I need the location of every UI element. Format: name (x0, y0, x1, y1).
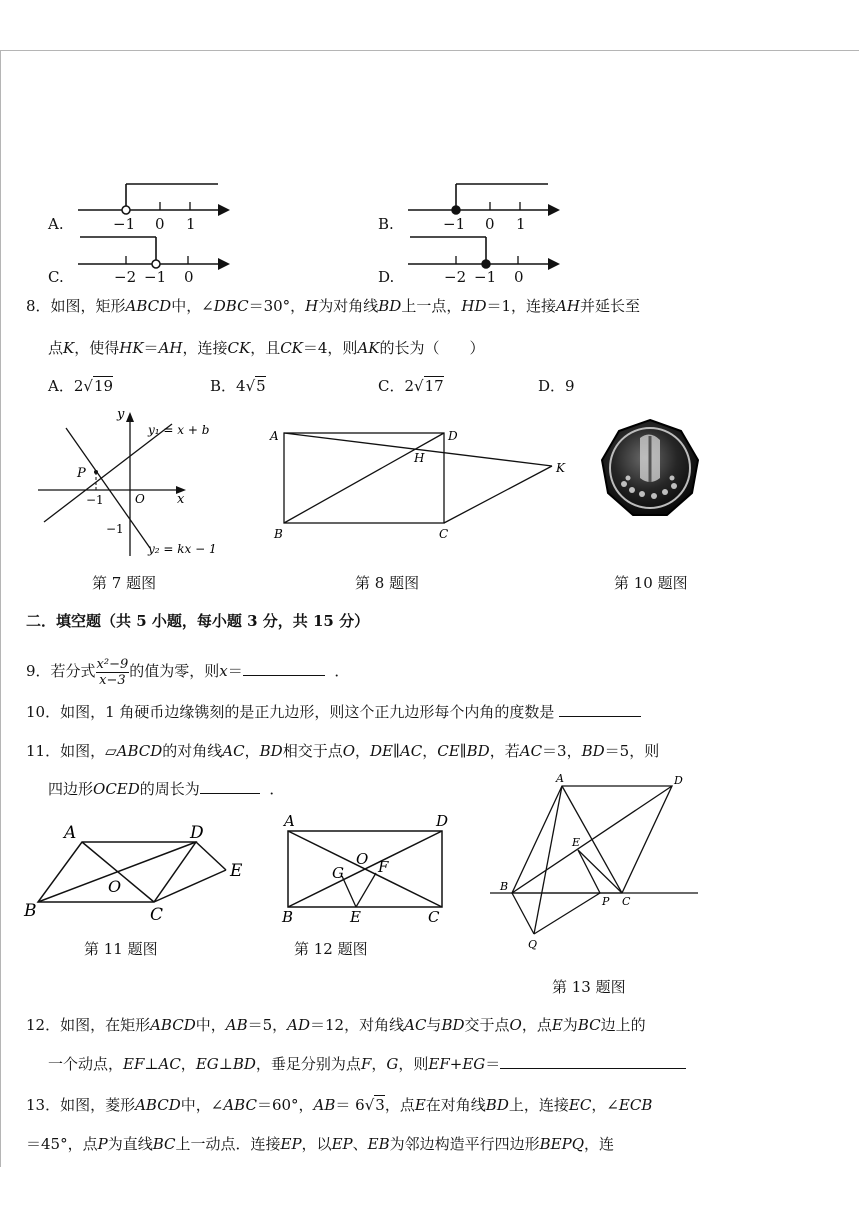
tick-label: −2 (114, 268, 137, 286)
fig8-k: K (556, 461, 565, 475)
fig13-b: B (500, 880, 509, 893)
tick-label: −2 (444, 268, 467, 286)
fig13-c: C (622, 895, 631, 908)
fig7-y-label: y (117, 407, 125, 422)
question-11-line-2: 四边形OCED的周长为 ． (48, 780, 285, 798)
question-8-line-1: 8．如图，矩形ABCD中，∠DBC＝30°，H为对角线BD上一点，HD＝1，连接AH并延长至 (26, 297, 640, 315)
question-8-line-2: 点K，使得HK＝AH，连接CK，且CK＝4，则AK的长为（ ） (48, 339, 485, 357)
fig11-caption: 第 11 题图 (84, 940, 158, 958)
fig7-line2-label: y₂ = kx − 1 (148, 542, 217, 556)
fig12-e: E (350, 908, 361, 926)
fig8-h: H (414, 451, 425, 465)
fig12-o: O (356, 850, 369, 868)
tick-label: 0 (184, 268, 194, 286)
fig12-c: C (428, 908, 440, 926)
q12-answer-blank[interactable] (500, 1054, 686, 1069)
section-2-heading: 二．填空题（共 5 小题，每小题 3 分，共 15 分） (26, 612, 370, 630)
fig10-caption: 第 10 题图 (614, 574, 688, 592)
question-12-line-2: 一个动点，EF⊥AC，EG⊥BD，垂足分别为点F，G，则EF+EG＝ (48, 1054, 686, 1074)
fig11-o: O (108, 877, 122, 896)
tick-label: −1 (443, 215, 466, 233)
option-b-letter: B. (378, 215, 394, 233)
question-9: 9．若分式 $\frac{\text{x²−9}}{x-3}$ 的值为零，则x＝ ． (26, 656, 350, 688)
tick-label: 0 (155, 215, 165, 233)
q8-option-d[interactable]: D．9 (538, 377, 575, 395)
q8-option-a[interactable]: A．2√19 (48, 377, 114, 395)
fig11-b: B (24, 901, 37, 921)
q8-option-b[interactable]: B．4√5 (210, 377, 266, 395)
fig8-d: D (448, 429, 458, 443)
tick-label: −1 (474, 268, 497, 286)
fig13-caption: 第 13 题图 (552, 978, 626, 996)
tick-label: 0 (485, 215, 495, 233)
question-13-line-1: 13．如图，菱形ABCD中，∠ABC＝60°，AB＝ 6√3，点E在对角线BD上，连接EC，∠ECB (26, 1096, 653, 1114)
fig12-d: D (436, 812, 449, 830)
tick-label: −1 (144, 268, 167, 286)
fig7-x-label: x (177, 492, 185, 507)
fig12-a: A (284, 812, 295, 830)
tick-label: 1 (186, 215, 196, 233)
fig7-line1-label: y₁ = x + b (148, 423, 210, 437)
fig12-b: B (282, 908, 294, 926)
question-11-line-1: 11．如图，▱ABCD的对角线AC，BD相交于点O，DE∥AC，CE∥BD，若AC＝3，BD＝5，则 (26, 742, 660, 760)
question-13-line-2: ＝45°，点P为直线BC上一动点．连接EP，以EP、EB为邻边构造平行四边形BEPQ，连 (26, 1135, 615, 1153)
fig13-e: E (572, 836, 581, 849)
fig12-caption: 第 12 题图 (294, 940, 368, 958)
tick-label: 1 (516, 215, 526, 233)
fig11-e: E (230, 861, 243, 881)
fig13-d: D (674, 774, 683, 787)
fig8-caption: 第 8 题图 (355, 574, 420, 592)
fig8-a: A (270, 429, 279, 443)
fig7-tick-x: −1 (86, 493, 104, 507)
q8-option-c[interactable]: C．2√17 (378, 377, 444, 395)
fig7-caption: 第 7 题图 (92, 574, 157, 592)
fig11-a: A (64, 823, 77, 843)
fig8-c: C (439, 527, 449, 541)
fig11-d: D (190, 823, 204, 843)
fig7-origin-label: O (135, 492, 145, 506)
fig11-c: C (150, 905, 164, 925)
option-d-letter: D. (378, 268, 395, 286)
fig7-tick-y: −1 (106, 522, 124, 536)
option-a-letter: A. (48, 215, 64, 233)
option-c-letter: C. (48, 268, 64, 286)
fig7-p-label: P (77, 466, 86, 481)
fig13-p: P (602, 895, 610, 908)
fig13-a: A (556, 772, 564, 785)
fig12-f: F (378, 858, 389, 876)
fig13-q: Q (528, 938, 538, 951)
fig8-b: B (274, 527, 283, 541)
question-10: 10．如图，1 角硬币边缘镌刻的是正九边形，则这个正九边形每个内角的度数是 (26, 702, 641, 722)
question-12-line-1: 12．如图，在矩形ABCD中，AB＝5，AD＝12，对角线AC与BD交于点O，点E为BC边上的 (26, 1016, 646, 1034)
fig12-g: G (332, 864, 344, 882)
tick-label: −1 (113, 215, 136, 233)
tick-label: 0 (514, 268, 524, 286)
